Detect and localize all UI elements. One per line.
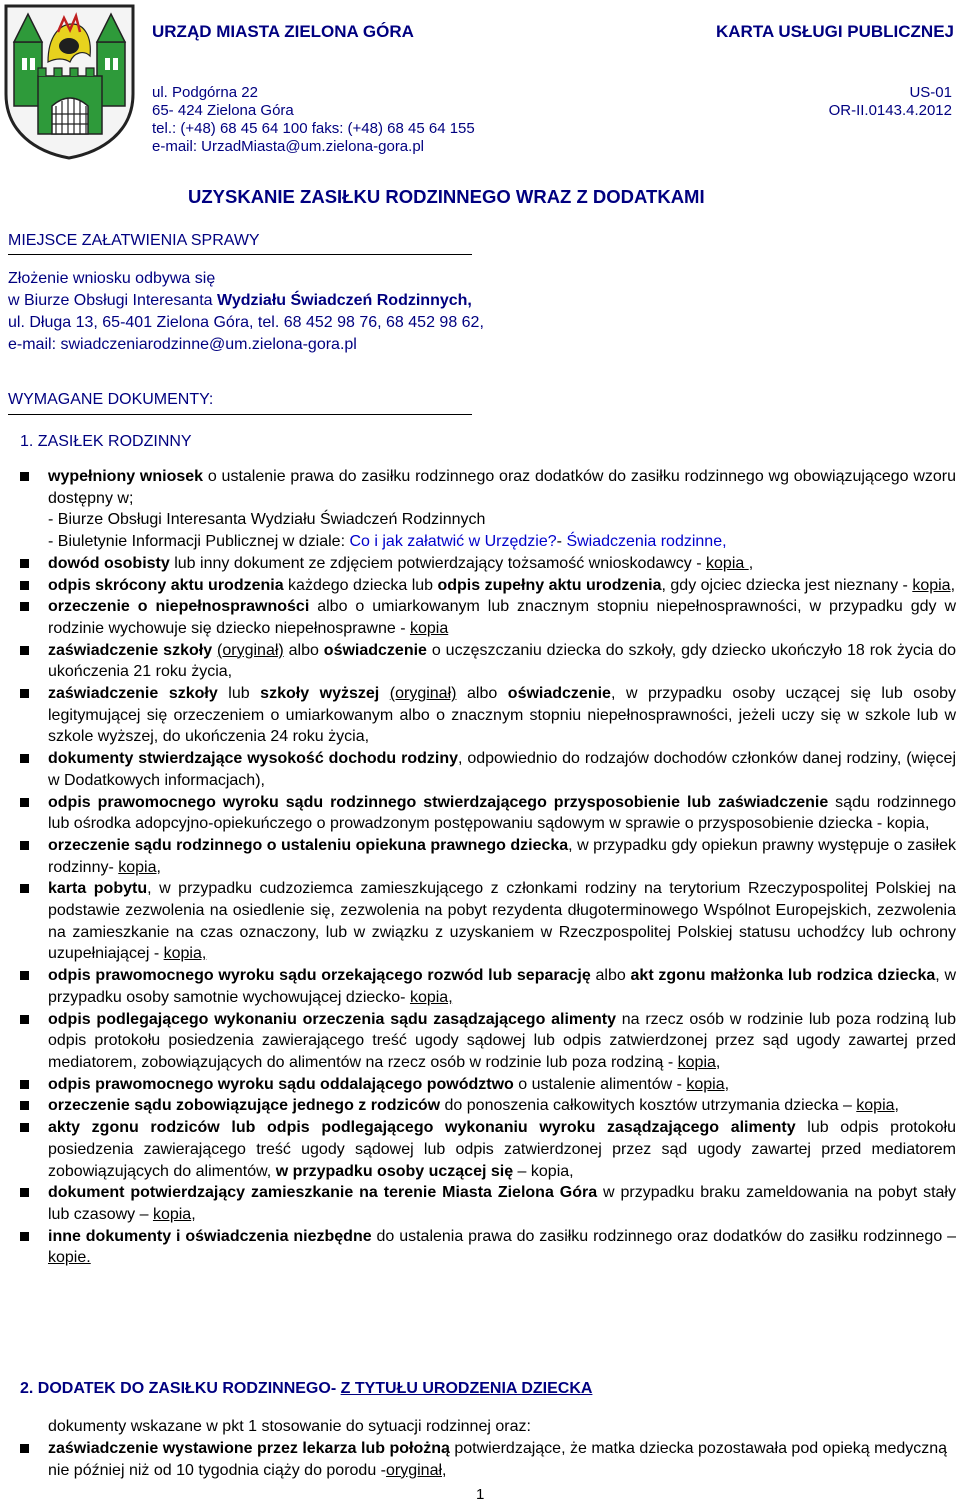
- copy-note: kopia: [912, 576, 951, 594]
- card-title: KARTA USŁUGI PUBLICZNEJ: [716, 22, 954, 41]
- document-name: inne dokumenty i oświadczenia niezbędne: [48, 1227, 372, 1245]
- city-crest-logo: [2, 2, 137, 160]
- item-wniosek: [20, 466, 956, 553]
- document-name: odpis podlegającego wykonaniu orzeczenia sądu zasądzającego alimenty: [48, 1010, 617, 1028]
- item-zaswiadczenie-szkoly: [20, 640, 956, 683]
- address-line: 65- 424 Zielona Góra: [152, 102, 294, 119]
- document-name: dokument potwierdzający zamieszkanie na terenie Miasta Zielona Góra: [48, 1184, 598, 1202]
- required-documents-list: [20, 466, 956, 1269]
- copy-note: kopia: [677, 1053, 716, 1071]
- square-bullet-icon: [20, 841, 29, 850]
- item-dowod: [20, 553, 956, 575]
- item-text: ,: [748, 554, 754, 572]
- item-text: albo: [590, 967, 631, 985]
- item-przysposobienie: [20, 792, 956, 835]
- bip-link[interactable]: Co i jak załatwić w Urzędzie?: [349, 533, 557, 551]
- item-rozwod: [20, 965, 956, 1008]
- document-name: karta pobytu: [48, 880, 148, 898]
- item-text: o ustalenie prawa do zasiłku rodzinnego oraz dodatków do zasiłku rodzinnego wg obowiązującego wzoru dostępny w;: [48, 468, 956, 507]
- section-2-title: 2. DODATEK DO ZASIŁKU RODZINNEGO-: [20, 1380, 341, 1397]
- item-zaswiadczenie-szkoly-wyzszej: [20, 683, 956, 748]
- section-divider: [8, 414, 472, 415]
- copy-note: kopia,: [163, 945, 207, 963]
- copy-note: (oryginał): [389, 685, 457, 703]
- square-bullet-icon: [20, 1232, 29, 1241]
- document-name: w przypadku osoby uczącej się: [275, 1162, 514, 1180]
- item-text: o ustalenie alimentów -: [513, 1075, 687, 1093]
- item-koszty-utrzymania: [20, 1095, 956, 1117]
- square-bullet-icon: [20, 1123, 29, 1132]
- square-bullet-icon: [20, 1015, 29, 1024]
- bip-link[interactable]: Świadczenia rodzinne,: [566, 533, 727, 551]
- item-text: każdego dziecka lub: [283, 576, 438, 594]
- section-2-documents-list: [20, 1438, 956, 1481]
- reference-number: OR-II.0143.4.2012: [828, 102, 952, 119]
- document-name: zaświadczenie szkoły: [48, 641, 213, 659]
- item-opiekun-prawny: [20, 835, 956, 878]
- item-zaswiadczenie-lekarza: [20, 1438, 956, 1481]
- item-text: [379, 685, 390, 702]
- item-text: do ponoszenia całkowitych kosztów utrzymania dziecka –: [440, 1097, 857, 1115]
- document-name: akty zgonu rodziców lub odpis podlegającego wykonaniu wyroku zasądzającego alimenty: [48, 1119, 796, 1137]
- item-text: albo: [456, 685, 508, 703]
- place-text: w Biurze Obsługi Interesanta: [8, 292, 217, 309]
- copy-note: (oryginał): [217, 641, 284, 659]
- office-address: [152, 84, 475, 156]
- square-bullet-icon: [20, 1101, 29, 1110]
- place-line: [8, 290, 484, 312]
- item-text: , w przypadku gdy opiekun prawny występuje o zasiłek rodzinny-: [48, 836, 956, 876]
- section-2-intro: dokumenty wskazane w pkt 1 stosowanie do sytuacji rodzinnej oraz:: [48, 1418, 531, 1435]
- document-name: odpis prawomocnego wyroku sądu orzekającego rozwód lub separację: [48, 967, 591, 985]
- copy-note: oryginał: [386, 1461, 443, 1479]
- copy-note: kopia,: [118, 858, 161, 876]
- document-name: zaświadczenie wystawione przez lekarza lub położną: [48, 1440, 450, 1457]
- address-line: tel.: (+48) 68 45 64 100 faks: (+48) 68 45 64 155: [152, 120, 475, 137]
- copy-note: kopia: [152, 1205, 192, 1223]
- place-line: ul. Długa 13, 65-401 Zielona Góra, tel. 68 452 98 76, 68 452 98 62,: [8, 314, 484, 331]
- place-email: e-mail: swiadczeniarodzinne@um.zielona-gora.pl: [8, 336, 357, 353]
- document-name: orzeczenie sądu rodzinnego o ustaleniu opiekuna prawnego dziecka: [48, 836, 569, 854]
- section-1-heading: 1. ZASIŁEK RODZINNY: [20, 433, 192, 450]
- item-dochody: [20, 748, 956, 791]
- square-bullet-icon: [20, 559, 29, 568]
- square-bullet-icon: [20, 1444, 29, 1453]
- item-text: sądu rodzinnego lub ośrodka adopcyjno-opiekuńczego o prowadzonym postępowaniu sądowym w sprawie o przysposobienie dziecka - kopia,: [48, 793, 956, 833]
- address-line: ul. Podgórna 22: [152, 84, 258, 101]
- item-text: do ustalenia prawa do zasiłku rodzinnego oraz dodatków do zasiłku rodzinnego –: [371, 1227, 956, 1245]
- document-title: UZYSKANIE ZASIŁKU RODZINNEGO WRAZ Z DODATKAMI: [188, 186, 705, 207]
- item-text: lub inny dokument ze zdjęciem potwierdzający tożsamość wnioskodawcy -: [169, 554, 707, 572]
- item-text: -: [556, 533, 567, 551]
- item-karta-pobytu: [20, 878, 956, 965]
- document-name: odpis prawomocnego wyroku sądu rodzinnego stwierdzającego przysposobienie lub zaświadczenie: [48, 793, 829, 811]
- square-bullet-icon: [20, 472, 29, 481]
- item-text: albo: [283, 641, 324, 659]
- item-text: w przypadku braku zameldowania na pobyt stały lub czasowy –: [48, 1184, 956, 1223]
- item-akty-zgonu-rodzicow: [20, 1117, 956, 1182]
- square-bullet-icon: [20, 646, 29, 655]
- square-bullet-icon: [20, 798, 29, 807]
- department-name: Wydziału Świadczeń Rodzinnych,: [217, 292, 472, 309]
- document-name: akt zgonu małżonka lub rodzica dziecka: [630, 967, 936, 985]
- item-text: , w przypadku osoby uczącej się lub osoby legitymującej się orzeczeniem o umiarkowanym albo o znacznym stopniu niepełnosprawności, jeżeli uczy się w szkole lub w szkole wyższej, do ukończenia 24 roku życia,: [48, 685, 956, 746]
- section-2-link[interactable]: Z TYTUŁU URODZENIA DZIECKA: [340, 1380, 593, 1397]
- copy-note: kopia,: [409, 988, 453, 1006]
- item-text: - Biurze Obsługi Interesanta Wydziału Świadczeń Rodzinnych: [48, 511, 486, 529]
- page-number: 1: [476, 1486, 485, 1503]
- square-bullet-icon: [20, 581, 29, 590]
- item-text: ,: [442, 1461, 447, 1479]
- document-name: orzeczenie o niepełnosprawności: [48, 598, 310, 616]
- place-details: [8, 268, 484, 356]
- item-inne-dokumenty: [20, 1226, 956, 1269]
- document-name: dowód osobisty: [48, 554, 170, 572]
- item-text: ,: [191, 1205, 196, 1223]
- item-text: lub: [217, 685, 261, 703]
- square-bullet-icon: [20, 884, 29, 893]
- item-text: ,: [715, 1053, 721, 1071]
- item-alimenty: [20, 1009, 956, 1074]
- square-bullet-icon: [20, 602, 29, 611]
- section-heading-place: MIEJSCE ZAŁATWIENIA SPRAWY: [8, 232, 260, 249]
- item-orzeczenie-niepelnosprawnosci: [20, 596, 956, 639]
- document-name: oświadczenie: [507, 685, 611, 703]
- document-name: wypełniony wniosek: [48, 468, 204, 485]
- place-line: Złożenie wniosku odbywa się: [8, 270, 216, 287]
- document-name: odpis zupełny aktu urodzenia: [437, 576, 662, 594]
- item-text: o uczęszczaniu dziecka do szkoły, gdy dziecko ukończyło 18 rok życia do ukończenia 21 roku życia,: [48, 641, 957, 681]
- item-text: potwierdzające, że matka dziecka pozostawała pod opieką medyczną nie później niż od 10 tygodnia ciąży do porodu -: [48, 1440, 948, 1479]
- copy-note: kopie.: [48, 1249, 91, 1267]
- document-name: oświadczenie: [323, 641, 427, 659]
- item-oddalenie-powodztwa: [20, 1074, 956, 1096]
- document-name: odpis skrócony aktu urodzenia: [48, 576, 284, 594]
- square-bullet-icon: [20, 689, 29, 698]
- item-text: , w przypadku osoby samotnie wychowującej dziecko-: [48, 967, 957, 1006]
- document-codes: [829, 84, 952, 120]
- square-bullet-icon: [20, 1188, 29, 1197]
- square-bullet-icon: [20, 754, 29, 763]
- section-2-heading: [20, 1380, 592, 1398]
- item-text: lub odpis protokołu posiedzenia zawierającego treść ugody sądowej lub odpis zatwierdzonej przez sąd ugody zawartej przed mediatorem zobowiązujących do alimentów,: [48, 1119, 956, 1180]
- item-text: - Biuletynie Informacji Publicznej w dziale:: [48, 533, 350, 551]
- item-text: ,: [894, 1097, 899, 1115]
- copy-note: kopia: [706, 554, 749, 572]
- copy-note: kopia: [409, 619, 449, 637]
- office-name: URZĄD MIASTA ZIELONA GÓRA: [152, 22, 414, 41]
- item-odpis-urodzenia: [20, 575, 956, 597]
- document-name: odpis prawomocnego wyroku sądu oddalającego powództwo: [48, 1075, 514, 1093]
- copy-note: kopia,: [686, 1075, 730, 1093]
- item-text: ,: [950, 576, 956, 594]
- item-text: , odpowiednio do rodzajów dochodów członków danej rodziny, (więcej w Dodatkowych informacjach),: [48, 750, 957, 789]
- document-name: szkoły wyższej: [260, 685, 380, 703]
- copy-note: kopia: [856, 1097, 895, 1115]
- item-zamieszkanie: [20, 1182, 956, 1225]
- item-text: albo o umiarkowanym lub znacznym stopniu niepełnosprawności, w przypadku gdy w rodzinie wychowuje się dziecko niepełnosprawne -: [48, 598, 956, 637]
- document-name: dokumenty stwierdzające wysokość dochodu rodziny: [48, 750, 458, 768]
- item-text: , w przypadku cudzoziemca zamieszkującego z członkami rodziny na terytorium Rzeczypospolitej Polskiej na podstawie zezwolenia na osiedlenie się, zezwolenia na pobyt rezydenta długoterminowego Wspólnot Europejskich, zezwolenia na zamieszkanie na czas oznaczony, lub w związku z uzyskaniem w Rzeczpospolitej Polskiej statusu uchodźcy lub ochrony uzupełniającej -: [48, 880, 957, 963]
- section-divider: [8, 254, 472, 255]
- address-line: e-mail: UrzadMiasta@um.zielona-gora.pl: [152, 138, 424, 155]
- document-name: zaświadczenie szkoły: [48, 685, 218, 703]
- document-name: orzeczenie sądu zobowiązujące jednego z rodziców: [48, 1097, 441, 1115]
- item-text: , gdy ojciec dziecka jest nieznany -: [661, 576, 913, 594]
- item-text: na rzecz osób w rodzinie lub poza rodziną lub odpis protokołu posiedzenia zawierającego treść ugody sądowej lub odpis zatwierdzonej przez sąd ugody zawartej przed mediatorem, zobowiązujących do alimentów na rzecz osób w rodzinie lub poza rodziną -: [48, 1010, 957, 1071]
- square-bullet-icon: [20, 971, 29, 980]
- square-bullet-icon: [20, 1080, 29, 1089]
- item-text: – kopia,: [513, 1162, 574, 1180]
- service-code: US-01: [909, 84, 952, 101]
- section-heading-documents: WYMAGANE DOKUMENTY:: [8, 391, 214, 408]
